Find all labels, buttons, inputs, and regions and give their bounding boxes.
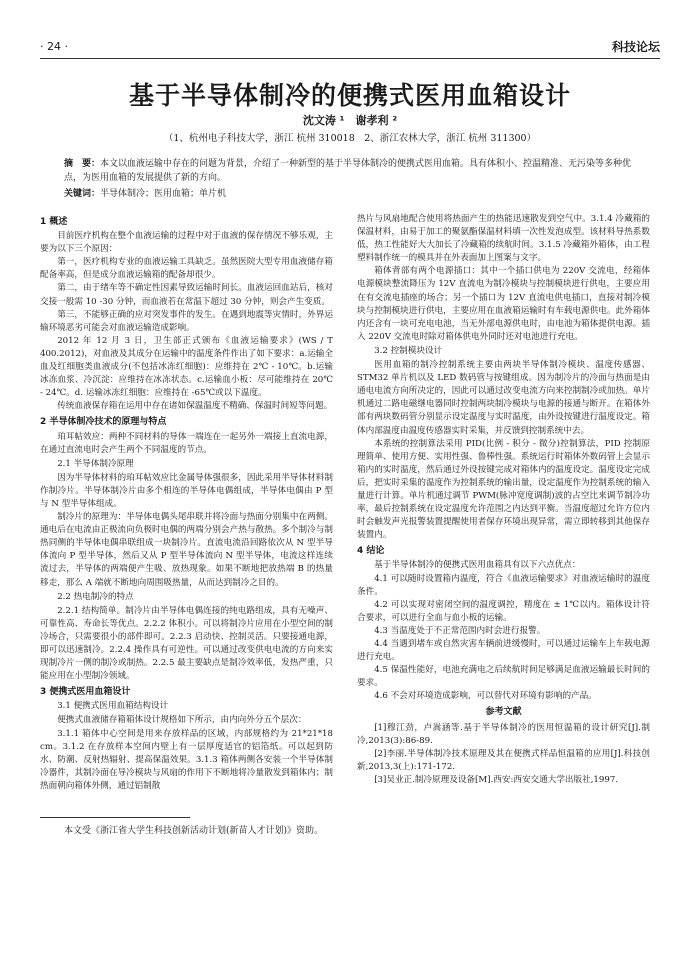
paragraph: 基于半导体制冷的便携式医用血箱具有以下六点优点： [374, 560, 581, 571]
left-column [40, 213, 333, 793]
conclusion-item: 4.5 保温性能好，电池充满电之后续航时间足够满足血液运输最长时间的要求。 [357, 665, 650, 689]
paragraph: 目前医疗机构在整个血液运输的过程中对于血液的保存情况不够乐观，主要为以下三个原因： [40, 231, 333, 255]
conclusion-item: 4.6 不会对环境造成影响，可以替代对环境有影响的产品。 [374, 691, 597, 702]
paragraph: 本系统的控制算法采用 PID(比例 - 积分 - 微分)控制算法，PID 控制原理简单、使用方便、实用性强、鲁棒性强。系统运行时箱体外数码管上会显示箱内的实时温度，然后通过外设按键完成对箱体内的温度设定。温度设定完成后，把实时采集的温度作为控制系统的输出量，设定温度作为控制系统的输入量进行计算。单片机通过调节 PWM(脉冲宽度调制)波的占空比来调节制冷功率，最后控制系统在设定温度允许范围之内达到平衡。当温度超过允许方位内时会触发声光报警装置提醒使用者保存环境出现异常，需立即转移到其他保存装置内。 [357, 438, 650, 541]
conclusion-item: 4.2 可以实现对密闭空间的温度调控，精度在 ± 1℃以内。箱体设计符合要求，可以进行全血与血小板的运输。 [357, 599, 650, 623]
footnote-rule [40, 817, 190, 818]
paragraph: 第三，不能够正确的应对突发事件的发生。在遇到地震等灾情时，外界运输环境恶劣可能会对血液运输造成影响。 [40, 309, 333, 333]
paragraph: 珀耳帖效应：两种不同材料的导体一端连在一起另外一端接上直流电源，在通过直流电时会产生两个不同温度的节点。 [40, 431, 333, 455]
subsection-heading: 3.2 控制模块设计 [374, 345, 443, 356]
section-heading: 3 便携式医用血箱设计 [40, 687, 131, 698]
subsection-heading: 2.1 半导体制冷原理 [57, 458, 134, 469]
reference-item: [1]穆江劲，卢嵩涵等.基于半导体制冷的医用恒温箱的设计研究[J].制冷,2013(3):86-89. [357, 722, 650, 746]
paragraph: 便携式血液储存箱箱体设计规格如下所示，由内向外分五个层次： [57, 715, 307, 726]
conclusion-item: 4.4 当遇到堵车或自然灾害车辆前进缓慢时，可以通过运输车上车载电源进行充电。 [357, 639, 650, 663]
paper-title: 基于半导体制冷的便携式医用血箱设计 [128, 81, 571, 110]
paragraph: 医用血箱的制冷控制系统主要由两块半导体制冷模块、温度传感器、STM32 单片机以及 LED 数码管与按键组成。因为制冷片的冷面与热面是由通电电流方向所决定的，因此可以通过改变电流方向来控制制冷或加热。单片机通过二路电磁继电器同时控制两块制冷模块与电源的接通与断开。在箱体外部有两块数码管分别显示设定温度与实时温度，由外设按键进行温度设定。箱体内部温度由温度传感器实时采集，并反馈到控制系统中去。 [357, 360, 650, 436]
section-heading: 4 结论 [357, 546, 385, 557]
subsection-heading: 3.1 便携式医用血箱结构设计 [57, 701, 169, 712]
abstract-text: 本文以血液运输中存在的问题为背景，介绍了一种新型的基于半导体制冷的便携式医用血箱。具有体积小、控温精准、无污染等多种优点，为医用血箱的发展提供了新的方向。 [64, 159, 632, 183]
section-heading: 2 半导体制冷技术的原理与特点 [40, 417, 167, 428]
journal-name: 科技论坛 [611, 40, 660, 54]
paragraph: 2012 年 12 月 3 日，卫生部正式颁布《血液运输要求》(WS / T 400.2012)，对血液及其成分在运输中的温度条件作出了如下要求：a.运输全血及红细胞类血液成分(不包括冰冻红细胞)：应维持在 2℃ - 10℃。b.运输冰冻血浆、冷沉淀：应维持在冰冻状态。c.运输血小板：尽可能维持在 20℃ - 24℃。d. 运输冰冻红细胞：应维持在 -65℃或以下温度。 [40, 335, 333, 399]
conclusion-item: 4.3 当温度处于不正常范围内时会进行报警。 [374, 625, 546, 636]
section-heading: 1 概述 [40, 217, 68, 227]
paragraph: 第二，由于绪车等不确定性因素导致运输时间长。血液运回血站后，核对交接一般需 10 -30 分钟，而血液若在常温下超过 30 分钟，则会产生变质。 [40, 283, 333, 307]
abstract-label: 摘 要： [64, 159, 101, 169]
paragraph: 箱体背部有两个电源插口：其中一个插口供电为 220V 交流电，经箱体电源模块整流降压为 12V 直流电为制冷模块与控制模块进行供电，主要应用在有交流电插座的场合；另一个插口为 12V 直流电供电插口，直接对制冷模块与控制模块进行供电，主要应用在血液箱运输时有车载电源供电。此外箱体内还含有一块可充电电池，当无外部电源供电时，由电池为箱体提供电源。插入 220V 交流电时除对箱体供电外同时还对电池进行充电。 [357, 266, 650, 342]
keywords [64, 186, 636, 199]
keywords-label: 关键词： [64, 189, 101, 199]
header-rule [40, 58, 660, 59]
footnote: 本文受《浙江省大学生科技创新活动计划(新苗人才计划)》资助。 [64, 826, 324, 836]
paper-authors: 沈文涛 ¹ 谢孝利 ² [302, 114, 398, 127]
paragraph: 制冷片的原理为：半导体电偶头尾串联并将冷面与热面分别集中在两侧。通电后在电流由正极流向负极时电偶的两端分别会产热与散热。多个制冷与制热同侧的半导体电偶串联组成一块制冷片。直流电流沿回路依次从 N 型半导体流向 P 型半导体，然后又从 P 型半导体流向 N 型半导体，电流这样连续流过去，半导体的两端便产生吸、放热现象。如果不断地把放热端 B 的热量移走，那么 A 端就不断地向周围吸热量，从而达到制冷之目的。 [40, 512, 333, 588]
paragraph: 热片与风扇地配合使用将热面产生的热能迅速散发到空气中。3.1.4 冷藏箱的保温材料，由易于加工的聚氨酯保温材料填一次性发泡成型。该材料导热系数低，热工性能好大大加长了冷藏箱的续航时间。3.1.5 冷藏箱外箱体，由工程塑料制作统一的模具并在外表面加上图案与文字。 [357, 214, 650, 264]
author-affiliation: （1、杭州电子科技大学，浙江 杭州 310018 2、浙江农林大学，浙江 杭州 311300） [163, 133, 537, 144]
paragraph: 传统血液保存箱在运用中存在诸如保温温度不精确、保温时间短等问题。 [57, 401, 333, 412]
reference-item: [3]吴业正.制冷原理及设备[M].西安:西安交通大学出版社,1997. [374, 774, 619, 785]
references-heading: 参考文献 [485, 707, 522, 718]
right-column [357, 213, 650, 787]
page-number: · 24 · [40, 40, 68, 53]
paragraph: 2.2.1 结构简单。制冷片由半导体电偶连接的纯电路组成，具有无噪声、可靠性高、寿命长等优点。2.2.2 体积小。可以将制冷片应用在小型空间的制冷场合，只需要很小的部件即可。2.2.3 启动快、控制灵活。只要接通电源，即可以迅速制冷。2.2.4 操作具有可逆性。可以通过改变供电电流的方向来实现制冷片一侧的制冷或制热。2.2.5 最主要缺点是制冷效率低，发热严重，只能应用在小型制冷领域。 [40, 605, 333, 682]
paragraph: 因为半导体材料的珀耳帖效应比金属导体强很多，因此采用半导体材料制作制冷片。半导体制冷片由多个相连的半导体电偶组成，半导体电偶由 P 型与 N 型半导体组成。 [40, 472, 333, 509]
reference-item: [2]李丽.半导体制冷技术原理及其在便携式样品恒温箱的应用[J].科技创新,2013,3(上):171-172. [357, 748, 650, 772]
subsection-heading: 2.2 热电制冷的特点 [57, 591, 134, 602]
paragraph: 3.1.1 箱体中心空间是用来存放样品的区域，内部规格约为 21*21*18 cm。3.1.2 在存放样本空间内壁上有一层厚度适官的铝箔纸。可以起到防水、防潮、反射热辐射、提高保温效果。3.1.3 箱体两侧各安装一个半导体制冷器件，其制冷面在导冷模块与风扇的作用下不断地将冷量散发到箱体内；制热面朝向箱体外侧，通过铝制散 [40, 728, 333, 791]
paragraph: 第一，医疗机构专业的血液运输工具缺乏。虽然医院大型专用血液储存箱配备率高，但是成分血液运输箱的配备却很少。 [40, 257, 333, 281]
keywords-text: 半导体制冷；医用血箱；单片机 [100, 189, 227, 199]
conclusion-item: 4.1 可以随时设置箱内温度，符合《血液运输要求》对血液运输时的温度条件。 [357, 573, 650, 597]
page-header [40, 38, 660, 56]
abstract [64, 157, 636, 185]
